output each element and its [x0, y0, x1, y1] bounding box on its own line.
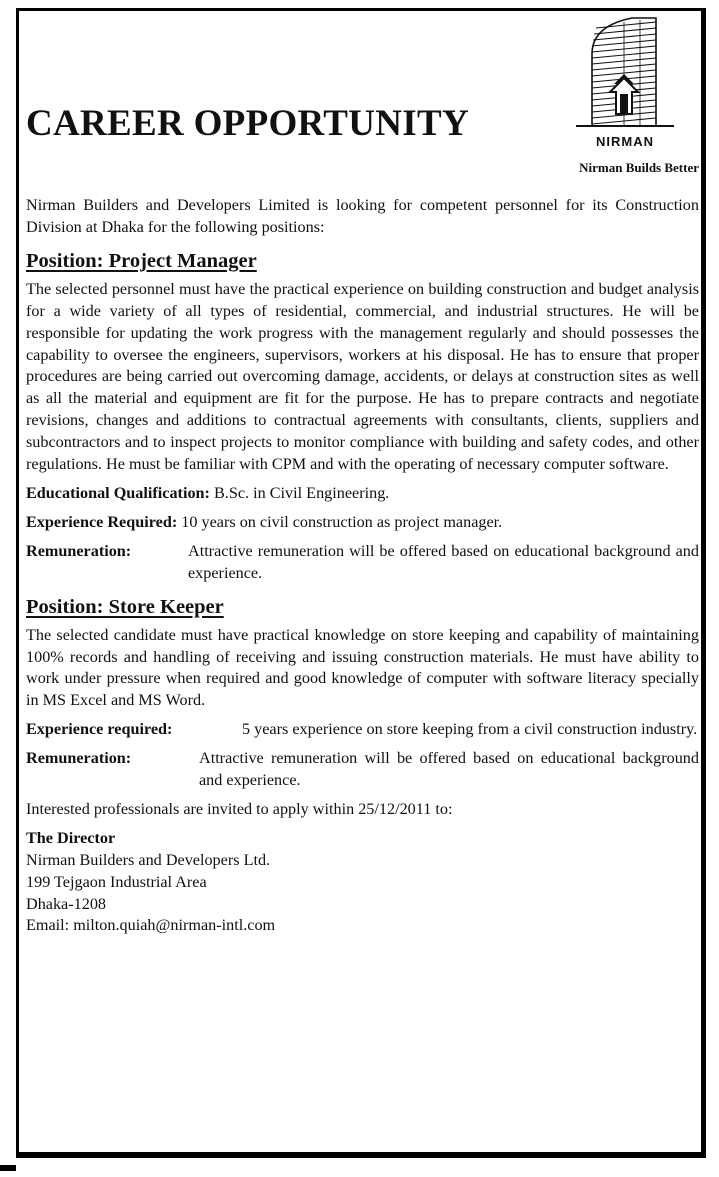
ad-body [26, 195, 699, 937]
contact-email: Email: milton.quiah@nirman-intl.com [26, 916, 276, 935]
education-label: Educational Qualification: [26, 483, 210, 502]
experience-value: 5 years experience on store keeping from a civil construction industry. [242, 720, 698, 739]
experience-label: Experience required: [26, 720, 173, 739]
building-logo-icon [570, 14, 680, 139]
contact-address: 199 Tejgaon Industrial Area [26, 872, 207, 891]
remuneration-label: Remuneration: [26, 541, 132, 560]
remuneration-value: Attractive remuneration will be offered based on educational background and experience. [188, 541, 699, 582]
experience-value: 10 years on civil construction as project manager. [181, 512, 503, 531]
experience-line [26, 512, 699, 534]
remuneration-row-project-manager [26, 541, 699, 585]
nirman-logo [570, 14, 680, 154]
contact-company: Nirman Builders and Developers Ltd. [26, 850, 271, 869]
bottom-edge [0, 1158, 719, 1177]
contact-city: Dhaka-1208 [26, 894, 107, 913]
contact-recipient: The Director [26, 828, 116, 847]
store-keeper-description: The selected candidate must have practical knowledge on store keeping and capability of maintaining 100% records and handling of receiving and issuing construction materials. He must have ability to work under pressure when required and good knowledge of computer with software literacy specially in MS Excel and MS Word. [26, 625, 699, 710]
tagline: Nirman Builds Better [579, 160, 699, 175]
position-title-store-keeper: Position: Store Keeper [26, 595, 224, 618]
project-manager-description: The selected personnel must have the practical experience on building construction and budget analysis for a wide variety of all types of residential, commercial, and industrial structures. He will be responsible for updating the work progress with the management regularly and should possesses the capability to oversee the engineers, supervisors, workers at his disposal. He has to ensure that proper procedures are being carried out overcoming damage, accidents, or delays at construction sites as well as all the material and equipment are fit for the purpose. He has to prepare contracts and negotiate revisions, changes and additions to contractual agreements with consultants, clients, suppliers and subcontractors and to inspect projects to monitor compliance with building and safety codes, and other regulations. He must be familiar with CPM and with the operating of necessary computer software. [26, 279, 699, 474]
page-title: CAREER OPPORTUNITY [26, 103, 469, 144]
education-line [26, 483, 699, 505]
remuneration-label: Remuneration: [26, 749, 132, 768]
remuneration-row-store-keeper [26, 748, 699, 792]
closing-text: Interested professionals are invited to apply within 25/12/2011 to: [26, 799, 453, 818]
remuneration-value: Attractive remuneration will be offered based on educational background and experience. [199, 749, 699, 790]
experience-row-store-keeper [26, 719, 699, 741]
education-value: B.Sc. in Civil Engineering. [213, 483, 390, 502]
position-title-project-manager: Position: Project Manager [26, 249, 257, 272]
logo-wordmark: NIRMAN [596, 134, 654, 149]
experience-label: Experience Required: [26, 512, 178, 531]
intro-text: Nirman Builders and Developers Limited is looking for competent personnel for its Construction Division at Dhaka for the following positions: [26, 196, 699, 236]
